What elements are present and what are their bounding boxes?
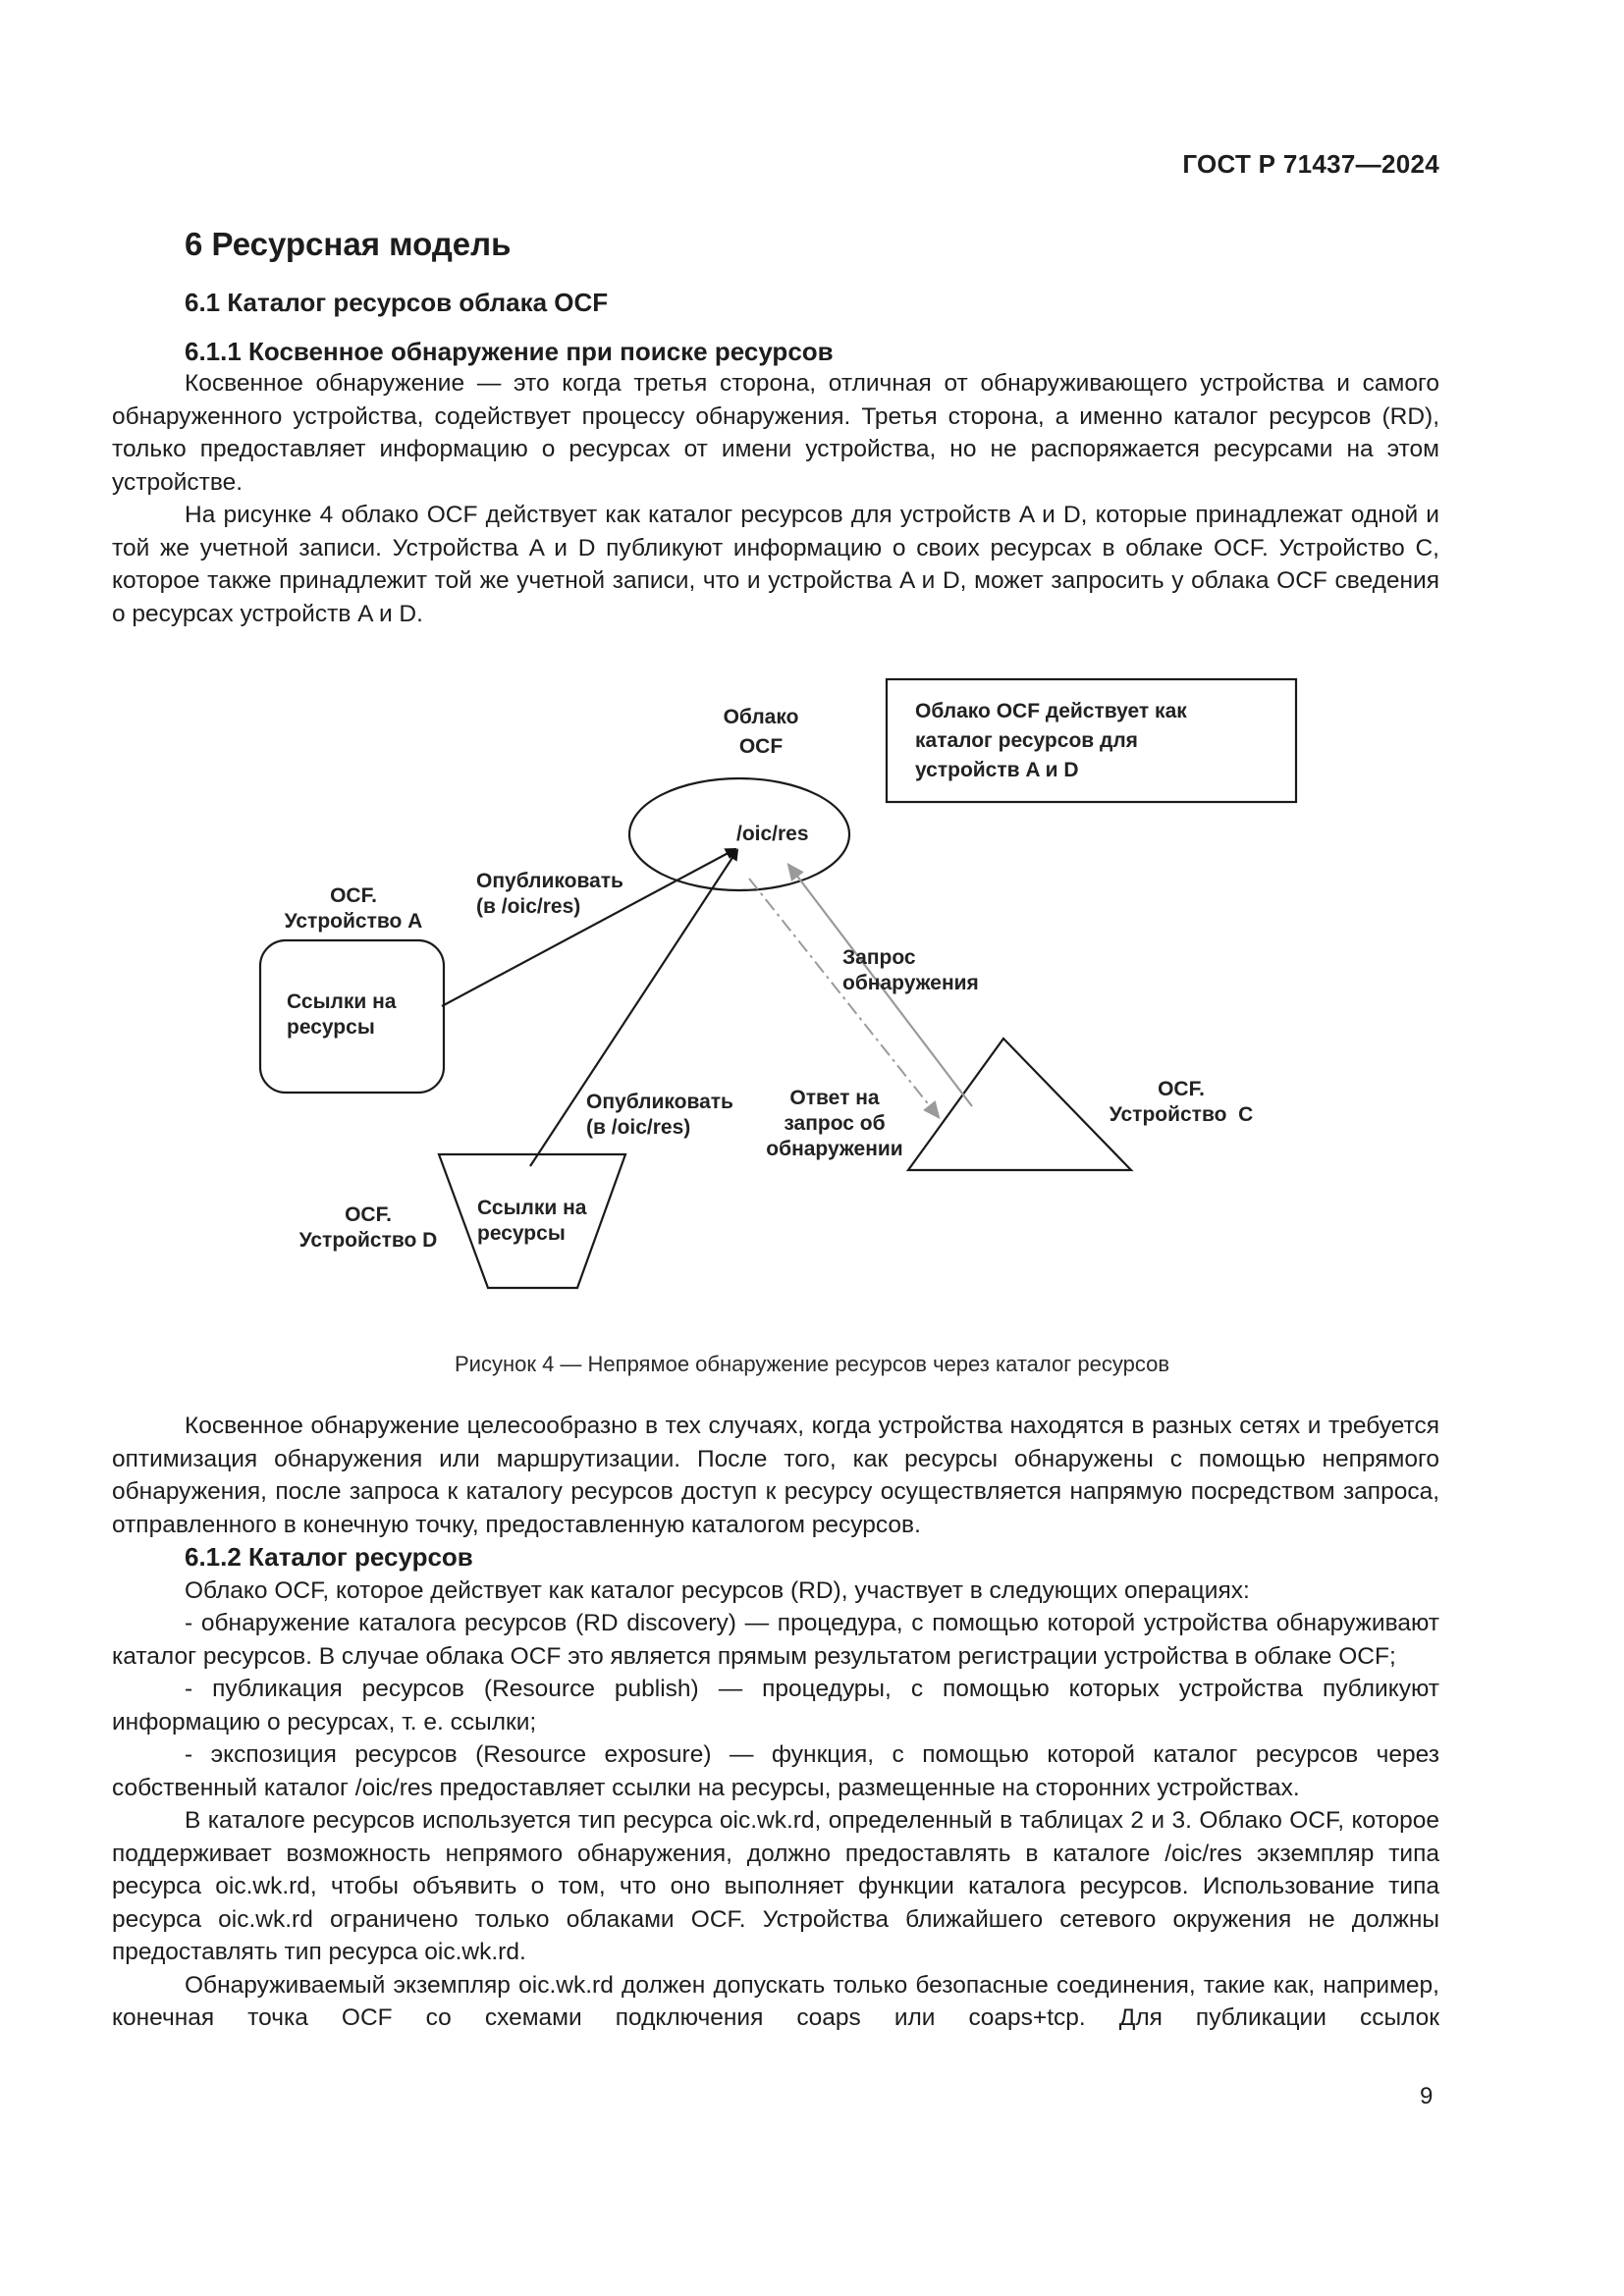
cloud-label <box>687 705 835 760</box>
paragraph-block-3 <box>112 1410 1439 2035</box>
subsubsection-title-6-1-2: 6.1.2 Каталог ресурсов <box>185 1542 473 1572</box>
publish-a-label-line: (в /oic/res) <box>476 895 581 918</box>
cloud-label-line: OCF <box>738 735 784 758</box>
discovery-response-label-line: запрос об <box>784 1112 886 1135</box>
device-d-content-line: Ссылки на <box>477 1197 587 1219</box>
page-number: 9 <box>1420 2083 1434 2109</box>
paragraph: В каталоге ресурсов используется тип ресурса oic.wk.rd, определенный в таблицах 2 и 3. Облако OCF, которое поддерживает возможность непрямого обнаружения, должно предоставлять в каталоге /oic/res экземпляр типа ресурса oic.wk.rd, чтобы объявить о том, что оно выполняет функции каталога ресурсов. Использование типа ресурса oic.wk.rd ограничено только облаками OCF. Устройства ближайшего сетевого окружения не должны предоставлять тип ресурса oic.wk.rd. <box>112 1807 1439 1965</box>
publish-d-label-line: Опубликовать <box>586 1091 733 1113</box>
paragraph: Косвенное обнаружение — это когда третья сторона, отличная от обнаруживающего устройства и самого обнаруженного устройства, содействует процессу обнаружения. Третья сторона, а именно каталог ресурсов (RD), только предоставляет информацию о ресурсах от имени устройства, но не распоряжается ресурсами на этом устройстве. <box>112 370 1439 496</box>
paragraph: Косвенное обнаружение целесообразно в тех случаях, когда устройства находятся в разных сетях и требуется оптимизация обнаружения или маршрутизации. После того, как ресурсы обнаружены с помощью непрямого обнаружения, после запроса к каталогу ресурсов доступ к ресурсу осуществляется напрямую посредством запроса, отправленного в конечную точку, предоставленную каталогом ресурсов. <box>112 1413 1439 1538</box>
cloud-resource-label: /oic/res <box>736 823 809 845</box>
discovery-response-label <box>756 1086 913 1162</box>
note-line: Облако OCF действует как <box>915 700 1187 722</box>
publish-d-label-line: (в /oic/res) <box>586 1116 691 1139</box>
discovery-response-label-line: обнаружении <box>766 1138 903 1160</box>
device-a-label-line: Устройство A <box>284 910 423 933</box>
discovery-request-label-line: обнаружения <box>842 972 979 994</box>
note-text <box>915 697 1187 785</box>
device-a-content-line: Ссылки на <box>287 990 397 1013</box>
device-a-label <box>250 883 457 934</box>
device-d-content-line: ресурсы <box>477 1222 566 1245</box>
device-d-label-line: OCF. <box>345 1203 392 1226</box>
figure-caption: Рисунок 4 — Непрямое обнаружение ресурсов через каталог ресурсов <box>454 1352 1170 1376</box>
device-d-label-line: Устройство D <box>298 1229 438 1252</box>
publish-a-label-line: Опубликовать <box>476 870 623 892</box>
publish-d-label <box>586 1090 733 1141</box>
discovery-request-label <box>842 945 979 996</box>
paragraph: На рисунке 4 облако OCF действует как каталог ресурсов для устройств A и D, которые принадлежат одной и той же учетной записи. Устройства A и D публикуют информацию о своих ресурсах в облаке OCF. Устройство C, которое также принадлежит той же учетной записи, что и устройства A и D, может запросить у облака OCF сведения о ресурсах устройств A и D. <box>112 502 1439 627</box>
list-item: - экспозиция ресурсов (Resource exposure) — функция, с помощью которой каталог ресурсов через собственный каталог /oic/res предоставляет ссылки на ресурсы, размещенные на сторонних устройствах. <box>112 1741 1439 1801</box>
paragraph: Обнаруживаемый экземпляр oic.wk.rd должен допускать только безопасные соединения, такие как, например, конечная точка OCF со схемами подключения coaps или coaps+tcp. Для публикации ссылок <box>112 1971 1439 2031</box>
standard-id-header: ГОСТ Р 71437—2024 <box>1182 149 1439 179</box>
list-item: - обнаружение каталога ресурсов (RD discovery) — процедура, с помощью которой устройства обнаруживают каталог ресурсов. В случае облака OCF это является прямым результатом регистрации устройства в облаке OCF; <box>112 1610 1439 1670</box>
subsection-title: 6.1 Каталог ресурсов облака OCF <box>185 288 609 317</box>
figure-4-diagram <box>0 648 1624 1374</box>
paragraph-block-2 <box>112 499 1439 630</box>
device-d-content <box>477 1196 586 1247</box>
paragraph-block-1 <box>112 367 1439 499</box>
note-line: устройств A и D <box>915 759 1079 781</box>
device-c-label-line: OCF. <box>1158 1078 1205 1100</box>
device-c-label-line: Устройство C <box>1109 1103 1254 1126</box>
discovery-request-label-line: Запрос <box>842 946 916 969</box>
device-a-label-line: OCF. <box>330 884 377 907</box>
subsubsection-title-6-1-1: 6.1.1 Косвенное обнаружение при поиске ресурсов <box>185 337 834 366</box>
section-title: 6 Ресурсная модель <box>185 226 512 262</box>
paragraph: Облако OCF, которое действует как каталог ресурсов (RD), участвует в следующих операциях: <box>185 1576 1250 1604</box>
discovery-response-arrow <box>749 879 938 1116</box>
publish-a-label <box>476 869 623 920</box>
list-item: - публикация ресурсов (Resource publish) — процедуры, с помощью которых устройства публикуют информацию о ресурсах, т. е. ссылки; <box>112 1676 1439 1735</box>
cloud-label-line: Облако <box>723 706 799 728</box>
device-d-label <box>290 1202 447 1254</box>
note-line: каталог ресурсов для <box>915 729 1138 752</box>
discovery-response-label-line: Ответ на <box>789 1087 880 1109</box>
device-a-content <box>287 989 396 1041</box>
device-c-label <box>1098 1077 1265 1128</box>
device-a-content-line: ресурсы <box>287 1016 375 1039</box>
